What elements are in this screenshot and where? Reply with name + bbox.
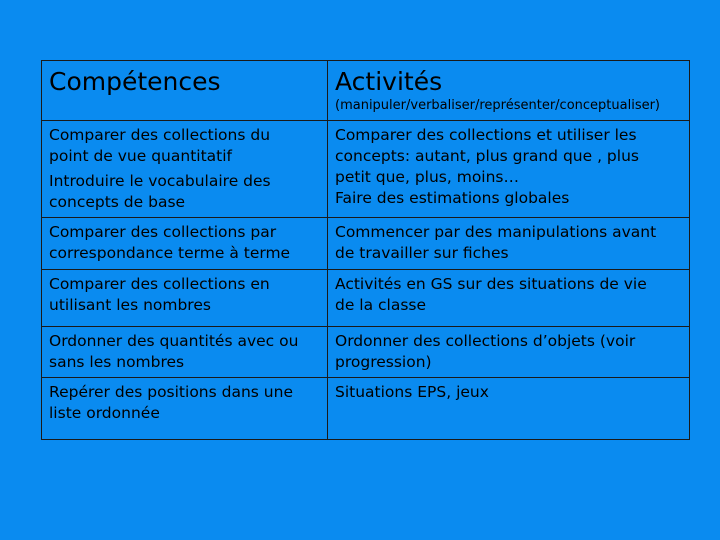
activite-text: concepts: autant, plus grand que , plus [335,147,639,165]
header-activites-subtitle: (manipuler/verbaliser/représenter/conceptualiser) [335,98,660,113]
activite-text: Faire des estimations globales [335,189,570,207]
header-cell-competences [42,61,328,120]
activite-text: de travailler sur fiches [335,244,509,262]
activite-cell [328,270,690,326]
competence-cell [42,218,328,269]
activite-text: Comparer des collections et utiliser les [335,126,637,144]
activite-text: Situations EPS, jeux [335,383,489,401]
table-row [42,270,689,327]
competence-cell [42,378,328,439]
activite-cell [328,327,690,377]
activite-cell [328,378,690,439]
table-header-row [42,61,689,121]
competence-cell [42,327,328,377]
activite-text: Ordonner des collections d’objets (voir [335,332,636,350]
competences-table [41,60,690,440]
header-cell-activites [328,61,690,120]
activite-text: de la classe [335,296,427,314]
header-competences: Compétences [49,67,221,96]
competence-text: Ordonner des quantités avec ou [49,332,299,350]
activite-text: petit que, plus, moins… [335,168,520,186]
competence-text: liste ordonnée [49,404,160,422]
header-activites: Activités [335,67,443,96]
competence-text: Repérer des positions dans une [49,383,293,401]
competence-text: Comparer des collections par [49,223,277,241]
competence-text: concepts de base [49,193,186,211]
competence-text: Comparer des collections en [49,275,270,293]
table-row [42,121,689,218]
activite-cell [328,218,690,269]
competence-text: Introduire le vocabulaire des [49,172,271,190]
activite-cell [328,121,690,217]
competence-text: sans les nombres [49,353,185,371]
activite-text: progression) [335,353,432,371]
competence-text: utilisant les nombres [49,296,211,314]
competence-text: Comparer des collections du [49,126,271,144]
competence-cell [42,121,328,217]
competence-cell [42,270,328,326]
competence-text: point de vue quantitatif [49,147,233,165]
competence-text: correspondance terme à terme [49,244,291,262]
table-row [42,378,689,439]
activite-text: Commencer par des manipulations avant [335,223,657,241]
activite-text: Activités en GS sur des situations de vie [335,275,647,293]
table-row [42,218,689,270]
table-row [42,327,689,378]
